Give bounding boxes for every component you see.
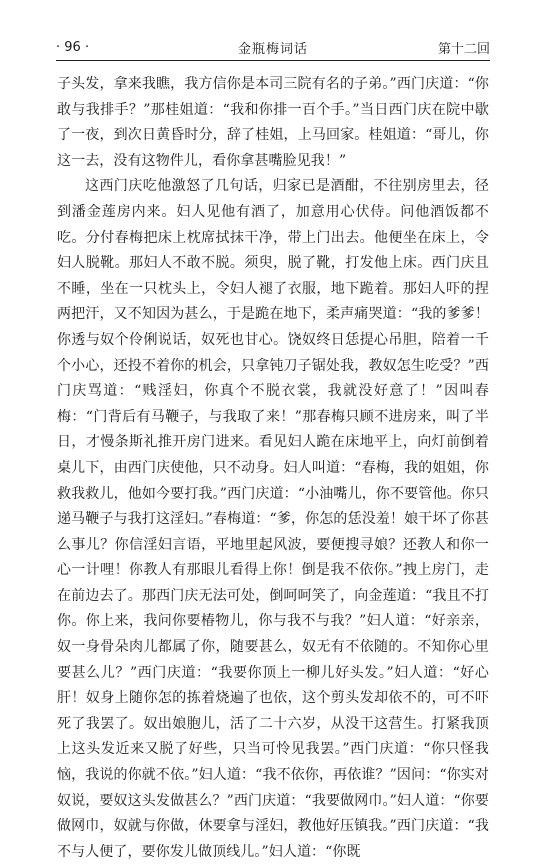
running-title: 金瓶梅词话	[237, 41, 309, 57]
page-number: · 96 ·	[56, 39, 90, 55]
header-rule	[56, 60, 490, 61]
body-text	[57, 72, 489, 865]
paragraph-continued: 子头发，拿来我瞧，我方信你是本司三院有名的子弟。”西门庆道：“你敢与我排手？”那桂姐道：“我和你排一百个手。”当日西门庆在院中歇了一夜，到次日黄昏时分，辞了桂姐，上马回家。桂姐道：“哥儿，你这一去，没有这物件儿，看你拿甚嘴脸见我！”	[57, 76, 489, 169]
paragraph: 这西门庆吃他激怒了几句话，归家已是酒酣，不往别房里去，径到潘金莲房内来。妇人见他有酒了，加意用心伏侍。问他酒饭都不吃。分付春梅把床上枕席拭抹干净，带上门出去。他便坐在床上，令妇人脱靴。那妇人不敢不脱。须臾，脱了靴，打发他上床。西门庆且不睡，坐在一只枕头上，令妇人褪了衣服，地下跪着。那妇人吓的捏两把汗，又不知因为甚么，于是跪在地下，柔声痛哭道：“我的爹爹！你透与奴个伶俐说话，奴死也甘心。饶奴终日恁提心吊胆，陪着一千个小心，还投不着你的机会，只拿钝刀子锯处我，教奴怎生吃受？”西门庆骂道：“贱淫妇，你真个不脱衣裳，我就没好意了！”因叫春梅：“门背后有马鞭子，与我取了来！”那春梅只顾不进房来，叫了半日，才慢条斯礼推开房门进来。看见妇人跪在床地平上，向灯前倒着桌儿下，由西门庆使他，只不动身。妇人叫道：“春梅，我的姐姐，你救我救儿，他如今要打我。”西门庆道：“小油嘴儿，你不要管他。你只递马鞭子与我打这淫妇。”春梅道：“爹，你怎的恁没羞！娘干坏了你甚么事儿？你信淫妇言语，平地里起风波，要便搜寻娘？还教人和你一心一计哩！你教人有那眼儿看得上你！倒是我不依你。”拽上房门，走在前边去了。那西门庆无法可处，倒呵呵笑了，向金莲道：“我且不打你。你上来，我问你要椿物儿，你与我不与我？”妇人道：“好亲亲，奴一身骨朵肉儿都属了你，随要甚么，奴无有不依随的。不知你心里要甚么儿？”西门庆道：“我要你顶上一柳儿好头发。”妇人道：“好心肝！奴身上随你怎的拣着烧遍了也依，这个剪头发却依不的，可不吓死了我罢了。奴出娘胞儿，活了二十六岁，从没干这营生。打紧我顶上这头发近来又脱了好些，只当可怜见我罢。”西门庆道：“你只怪我恼，我说的你就不依。”妇人道：“我不依你，再依谁？”因问：“你实对奴说，要奴这头发做甚么？”西门庆道：“我要做网巾。”妇人道：“你要做网巾，奴就与你做，休要拿与淫妇，教他好压镇我。”西门庆道：“我不与人便了，要你发儿做顶线儿。”妇人道：“你既	[57, 178, 489, 860]
page-header	[56, 36, 490, 58]
chapter-label: 第十二回	[437, 41, 490, 57]
